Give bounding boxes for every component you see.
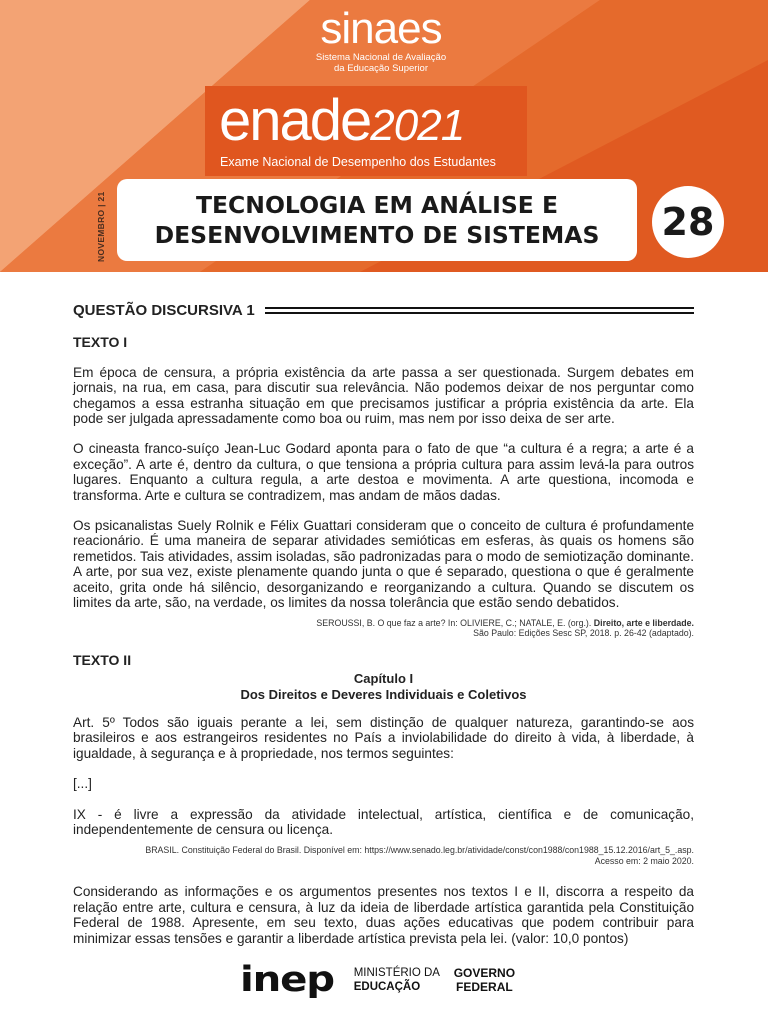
question-title-row: [73, 303, 694, 318]
texto2-ellipsis: [...]: [73, 776, 92, 792]
sinaes-wordmark: sinaes: [320, 4, 442, 53]
question-prompt: Considerando as informações e os argumentos presentes nos textos I e II, discorra a respeito da relação entre arte, cultura e censura, à luz da ideia de liberdade artística garantida pela Constituição Federal de 1988. Apresente, em seu texto, duas ações educativas que podem contribuir para minimizar essas tensões e garantir a liberdade artística prevista pela lei. (valor: 10,0 pontos): [73, 884, 694, 946]
page-header: [0, 0, 768, 272]
texto1-paragraph-3: Os psicanalistas Suely Rolnik e Félix Guattari consideram que o conceito de cultura é profundamente reacionário. É uma maneira de separar atividades semióticas em esferas, às quais os homens são remetidos. Tais atividades, assim isoladas, são padronizadas para o modo de semiotização dominante. A arte, por sua vez, existe plenamente quando junta o que é separado, questiona o que é geralmente aceito, grita onde há silêncio, desorganizando e reorganizando a cultura. Quando se discutem os limites da arte, são, na verdade, os limites da nossa tolerância que estão sendo debatidos.: [73, 518, 694, 611]
question-content: [73, 300, 694, 946]
inep-logo: inep: [240, 960, 334, 1000]
sinaes-logo: [301, 6, 461, 74]
government-line1: GOVERNO: [453, 966, 516, 980]
ministry-logo: [354, 966, 454, 994]
ministry-line1: MINISTÉRIO DA: [353, 967, 440, 979]
course-title-box: [117, 179, 637, 261]
texto2-citation: [73, 845, 694, 866]
sinaes-subtitle-line1: Sistema Nacional de Avaliação: [315, 52, 447, 63]
question-title: QUESTÃO DISCURSIVA 1: [73, 302, 255, 319]
enade-logo: [205, 86, 527, 176]
texto1-paragraph-2: O cineasta franco-suíço Jean-Luc Godard aponta para o fato de que “a cultura é a regra; a arte é a exceção”. A arte é, dentro da cultura, o que tensiona a própria cultura para assim levá-la para outros lugares. Enquanto a cultura regula, a arte destoa e movimenta. A arte questiona, incomoda e transforma. Arte e cultura se contradizem, mas andam de mãos dadas.: [73, 441, 694, 503]
texto1-citation-book-title: Direito, arte e liberdade.: [593, 617, 694, 628]
government-logo: [454, 966, 515, 994]
texto1-citation-source: SEROUSSI, B. O que faz a arte? In: OLIVIERE, C.; NATALE, E. (org.).: [316, 617, 594, 628]
texto1-citation: [73, 618, 694, 639]
texto2-chapter: Capítulo I: [353, 670, 414, 686]
texto2-article: Art. 5º Todos são iguais perante a lei, sem distinção de qualquer natureza, garantindo-se aos brasileiros e aos estrangeiros residentes no País a inviolabilidade do direito à vida, à liberdade, à igualdade, à segurança e à propriedade, nos termos seguintes:: [73, 714, 694, 761]
enade-subtitle: Exame Nacional de Desempenho dos Estudantes: [220, 155, 496, 169]
course-title-line1: TECNOLOGIA EM ANÁLISE E: [195, 191, 559, 219]
ministry-line2: EDUCAÇÃO: [353, 981, 421, 993]
texto2-chapter-title: Dos Direitos e Deveres Individuais e Coletivos: [240, 686, 527, 702]
title-rule: [265, 307, 694, 314]
texto1-citation-line2: São Paulo: Edições Sesc SP, 2018. p. 26-42 (adaptado).: [473, 628, 694, 638]
texto2-citation-line2: Acesso em: 2 maio 2020.: [594, 855, 694, 866]
page-footer: [240, 960, 515, 1000]
texto1-heading: TEXTO I: [73, 334, 128, 351]
enade-year: 2021: [370, 101, 465, 150]
texto2-item: IX - é livre a expressão da atividade intelectual, artística, científica e de comunicação, independentemente de censura ou licença.: [73, 806, 694, 837]
texto2-citation-line1: BRASIL. Constituição Federal do Brasil. Disponível em: https://www.senado.leg.br/atividade/const/con1988/con1988_15.12.2016/art_5_.asp.: [145, 845, 694, 856]
course-code: 28: [661, 200, 715, 244]
texto2-heading: TEXTO II: [73, 651, 132, 668]
enade-word: enade: [219, 88, 371, 153]
government-line2: FEDERAL: [456, 980, 513, 994]
texto1-paragraph-1: Em época de censura, a própria existência da arte passa a ser questionada. Surgem debates em jornais, na rua, em casa, para discutir sua relevância. Não podemos deixar de nos perguntar como chegamos a essa estranha situação em que precisamos justificar a própria existência da arte. Ela pode ser julgada apressadamente como boa ou ruim, mas nem por isso deixa de ser arte.: [73, 364, 694, 427]
sinaes-subtitle-line2: da Educação Superior: [333, 63, 428, 74]
course-title-line2: DESENVOLVIMENTO DE SISTEMAS: [154, 221, 600, 249]
exam-date-label: NOVEMBRO | 21: [96, 191, 106, 262]
course-code-badge: [652, 186, 724, 258]
texto1-citation-line1: [73, 618, 694, 629]
enade-wordmark: [219, 86, 464, 161]
